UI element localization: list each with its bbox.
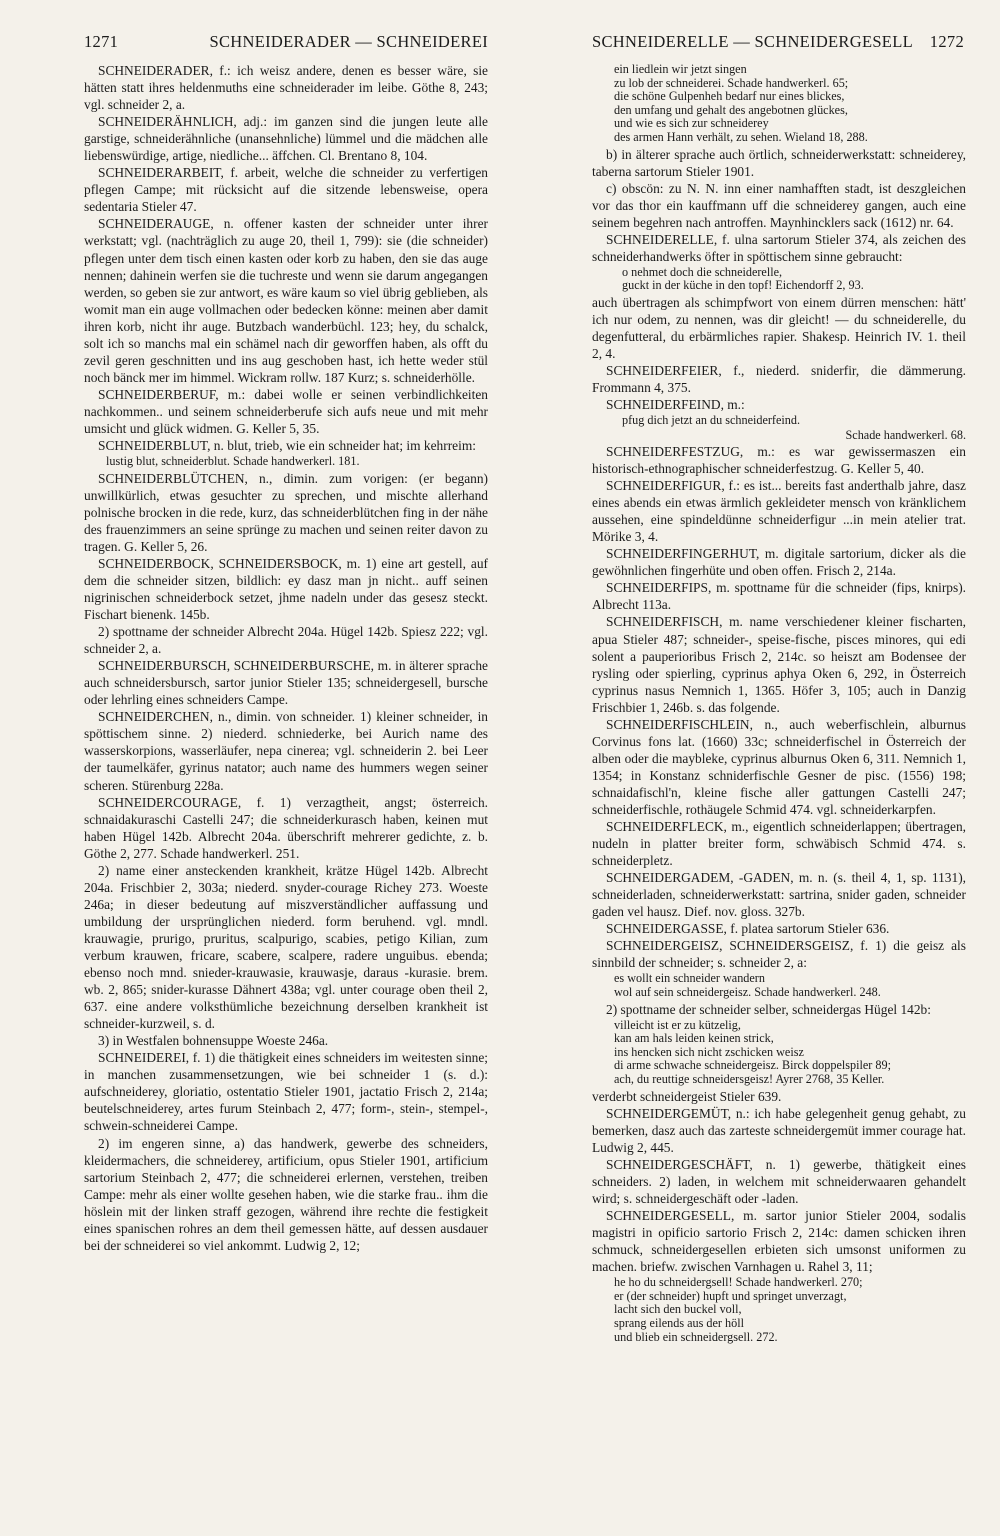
entry: SCHNEIDERCOURAGE, f. 1) verzagtheit, angst; österreich. schnaidakuraschi Castelli 247; die schneiderkurasch haben, keinen mut haben Hügel 142b. Albrecht 204a. überschrift mehrerer gedichte, z. b. Göthe 2, 277. Schade handwerkerl. 251. <box>84 794 488 861</box>
entry: SCHNEIDERBURSCH, SCHNEIDERBURSCHE, m. in älterer sprache auch schneidersbursch, sartor junior Stieler 135; schneidergesell, bursche oder lehrling eines schneiders Campe. <box>84 658 488 708</box>
entry: SCHNEIDERGASSE, f. platea sartorum Stieler 636. <box>606 921 890 937</box>
entry: SCHNEIDERGESELL, m. sartor junior Stieler 2004, sodalis magistri in opificio sartorio Frisch 2, 214c: damen schicken ihren schmuck, schneidergesellen erbieten sich umsonst uniformen zu machen. briefw. zwischen Varnhagen u. Rahel 3, 11; <box>592 1207 966 1275</box>
entry: SCHNEIDERAUGE, n. offener kasten der schneider unter ihrer werkstatt; vgl. (nachträglich zu auge 20, theil 1, 799): sie (die schneider) pflegen unter dem tisch einen kasten oder korb zu haben, den sie das auge nennen; dahinein werfen sie die tuchreste und wenn sie darum angegangen werden, so geben sie zur antwort, es wäre kaum so viel übrig geblieben, als womit man ein auge vollmachen oder bedecken könne: meinen aber damit ihren korb, nicht ihr auge. Butzbach wanderbüchl. 123; hey, du schalck, solt ich so manchs mal ein schämel nach dir geworffen haben, als offt du zevil geren geschnitten und ins aug geschoben hast, ich hette weder stül noch bänck mer im himmel. Wickram rollw. 187 Kurz; s. schneiderhölle. <box>84 216 488 385</box>
verse-line: sprang eilends aus der höll <box>614 1315 744 1330</box>
verse-line: villeicht ist er zu kützelig, <box>614 1017 741 1032</box>
verse-line: und wie es sich zur schneiderey <box>614 116 769 131</box>
entry: auch übertragen als schimpfwort von einem dürren menschen: hätt' ich nur odem, zu nennen, was dir gleicht! — du schneiderelle, du degenfutteral, du erbärmliches rapier. Shakesp. Heinrich IV. 1. theil 2, 4. <box>592 295 966 362</box>
verse-line: wol auf sein schneidergeisz. Schade handwerkerl. 248. <box>614 985 881 1000</box>
verse-line: ach, du reuttige schneidersgeisz! Ayrer 2768, 35 Keller. <box>614 1072 885 1087</box>
entry: verderbt schneidergeist Stieler 639. <box>592 1088 782 1104</box>
entry: SCHNEIDERADER, f.: ich weisz andere, denen es besser wäre, sie hätten statt ihres heldenmuths eine schneiderader im leibe. Göthe 8, 243; vgl. schneider 2, a. <box>84 63 488 113</box>
verse-line: ein liedlein wir jetzt singen <box>614 62 747 76</box>
verse-line: o nehmet doch die schneiderelle, <box>622 264 783 279</box>
entry: 2) im engeren sinne, a) das handwerk, gewerbe des schneiders, kleidermachers, die schneiderey, artificium, opus Stieler 1901, artificium sartorium Steinbach 2, 477; die schneiderei erlernen, verstehen, treiben Campe: mehr als einer wollte gesehen haben, wie die starke frau.. ihm die höslein mit der linken straff gezogen, während ihre rechte die festigkeit eines spanischen rohres an dem theil gemessen hätte, auf dessen ausdauer bei der schneiderei so viel ankommt. Ludwig 2, 12; <box>84 1135 488 1253</box>
verse-line: des armen Hann verhält, zu sehen. Wieland 18, 288. <box>614 129 868 144</box>
verse-line: pfug dich jetzt an du schneiderfeind. <box>622 413 801 428</box>
verse-quote <box>614 63 966 145</box>
verse-quote: lustig blut, schneiderblut. Schade handwerkerl. 181. <box>106 454 360 469</box>
entry: SCHNEIDERFLECK, m., eigentlich schneiderlappen; übertragen, nudeln in platter breiter form, schwäbisch Schmid 474. s. schneiderpletz. <box>592 819 966 869</box>
left-column <box>84 62 488 1254</box>
entry: SCHNEIDERFESTZUG, m.: es war gewissermaszen ein historisch-ethnographischer schneiderfestzug. G. Keller 5, 40. <box>592 444 966 477</box>
right-page-number: 1272 <box>929 32 964 51</box>
verse-source: Schade handwerkerl. 68. <box>845 428 966 442</box>
entry: SCHNEIDERARBEIT, f. arbeit, welche die schneider zu verfertigen pflegen Campe; mit rücksicht auf die sitzende lebensweise, opera sedentaria Stieler 47. <box>84 165 488 215</box>
verse-line: guckt in der küche in den topf! Eichendorff 2, 93. <box>622 278 864 293</box>
verse-line: es wollt ein schneider wandern <box>614 971 765 986</box>
verse-line: he ho du schneidergsell! Schade handwerkerl. 270; <box>614 1275 863 1290</box>
entry: 2) name einer ansteckenden krankheit, krätze Hügel 142b. Albrecht 204a. Frischbier 2, 303a; niederd. snyder-courage Richey 273. Woeste 246a; in dieser bedeutung auf miszverständlicher auffassung und umbildung der ursprünglichen niederd. form beruhend. vgl. mndl. krauwagie, prurigo, pruritus, scalpurigo, scabies, petigo Kilian, zum verbum krauwen, fricare, scabere, scalpere, radere unguibus. ebenda; ebenso noch mnd. snieder-krauwasie, krauwasje, daraus -kurasie. brem. wb. 2, 865; snider-kurasse Dähnert 438a; vgl. unter courage oben theil 2, 637. eine andere volksthümliche bezeichnung derselben krankheit ist schneider-kurzweil, s. d. <box>84 862 488 1032</box>
entry: 2) spottname der schneider Albrecht 204a. Hügel 142b. Spiesz 222; vgl. schneider 2, a. <box>84 624 488 657</box>
entry: SCHNEIDERFEIER, f., niederd. sniderfir, die dämmerung. Frommann 4, 375. <box>592 363 966 396</box>
entry: b) in älterer sprache auch örtlich, schneiderwerkstatt: schneiderey, taberna sartorum Stieler 1901. <box>592 146 966 179</box>
verse-line: er (der schneider) hupft und springet unverzagt, <box>614 1288 847 1303</box>
verse-line: die schöne Gulpenheh bedarf nur eines blickes, <box>614 89 845 104</box>
entry: SCHNEIDERGADEM, -GADEN, m. n. (s. theil 4, 1, sp. 1131), schneiderladen, schneiderwerkstatt: sartrina, snider gaden, schneider gaden vel hausz. Dief. nov. gloss. 327b. <box>592 870 966 920</box>
entry: c) obscön: zu N. N. inn einer namhafften stadt, ist deszgleichen vor das thor ein kauffmann uff die schneiderey gangen, auch eine seinem begehren nach antroffen. Maynhincklers sack (1612) nr. 64. <box>592 180 966 230</box>
entry: SCHNEIDERÄHNLICH, adj.: im ganzen sind die jungen leute alle garstige, schneiderähnliche (unansehnliche) lümmel und die mädchen alle liebenswürdige, artige, niedliche... äffchen. Cl. Brentano 8, 104. <box>84 114 488 164</box>
verse-line: zu lob der schneiderei. Schade handwerkerl. 65; <box>614 75 849 90</box>
entry: SCHNEIDERFISCH, m. name verschiedener kleiner fischarten, apua Stieler 487; schneider-, speise-fische, pisces minores, qui edi solent a pauperioribus Frisch 2, 214c. so heiszt am Bodensee der rysling oder spierling, cyprinus aphya Oken 6, 292, in Österreich cyprinus nasus Nemnich 1, 1365. Höfer 3, 105; auch in Danzig Frischbier 1, 246b. s. das folgende. <box>592 614 966 715</box>
entry: SCHNEIDERCHEN, n., dimin. von schneider. 1) kleiner schneider, in spöttischem sinne. 2) niederd. schniederke, bei Aurich name des wasserskorpions, wasserläufer, nepa cinerea; vgl. schneiderin 2. bei Leer der taumelkäfer, gyrinus natator; auch name des hummers wegen seiner scheren. Stürenburg 228a. <box>84 709 488 793</box>
left-page-header <box>84 32 488 56</box>
verse-line: und blieb ein schneidergsell. 272. <box>614 1329 778 1344</box>
verse-line: den umfang und gehalt des angebotnen glückes, <box>614 102 848 117</box>
verse-line: lacht sich den buckel voll, <box>614 1302 742 1317</box>
entry: SCHNEIDERFIPS, m. spottname für die schneider (fips, knirps). Albrecht 113a. <box>592 580 966 613</box>
entry: SCHNEIDERBLUT, n. blut, trieb, wie ein schneider hat; im kehrreim: <box>98 438 476 454</box>
entry: SCHNEIDERFEIND, m.: <box>606 397 745 413</box>
left-running-title: SCHNEIDERADER — SCHNEIDEREI <box>209 32 488 51</box>
right-page-header <box>592 32 964 56</box>
verse-line: kan am hals leiden keinen strick, <box>614 1031 774 1046</box>
verse-line: ins hencken sich nicht zschicken weisz <box>614 1044 804 1059</box>
verse-quote <box>614 1019 966 1087</box>
entry: SCHNEIDERFINGERHUT, m. digitale sartorium, dicker als die gewöhnlichen fingerhüte und oben offen. Frisch 2, 214a. <box>592 546 966 579</box>
verse-quote <box>614 972 966 999</box>
entry: SCHNEIDEREI, f. 1) die thätigkeit eines schneiders im weitesten sinne; in manchen zusammensetzungen, wie bei schneider 1 (s. d.): aufschneiderey, gloriatio, ostentatio Stieler 1901, jactatio Frisch 2, 214a; beutelschneiderey, artes furum Steinbach 2, 477; form-, stein-, stempel-, schwein-schneiderei Campe. <box>84 1050 488 1134</box>
entry: SCHNEIDERBOCK, SCHNEIDERSBOCK, m. 1) eine art gestell, auf dem die schneider sitzen, bildlich: ey dasz man jn nicht.. auff seinen nigrinischen schneiderbock setzet, jhme nadeln under das gesesz steckt. Fischart bienenk. 145b. <box>84 555 488 623</box>
entry: SCHNEIDERBERUF, m.: dabei wolle er seinen verbindlichkeiten nachkommen.. und seinem schneiderberufe sich aufs neue und mit mehr umsicht und glück widmen. G. Keller 5, 35. <box>84 386 488 436</box>
entry: SCHNEIDERFIGUR, f.: es ist... bereits fast anderthalb jahre, dasz eines abends ein etwas ärmlich gekleideter mensch von kränklichem aussehen, eine spindeldünne schneiderfigur ...in mein atelier trat. Mörike 3, 4. <box>592 478 966 545</box>
right-running-title: SCHNEIDERELLE — SCHNEIDERGESELL <box>592 32 913 51</box>
entry: SCHNEIDERGEISZ, SCHNEIDERSGEISZ, f. 1) die geisz als sinnbild der schneider; s. schneider 2, a: <box>592 938 966 971</box>
entry: 3) in Westfalen bohnensuppe Woeste 246a. <box>98 1033 329 1049</box>
entry: 2) spottname der schneider selber, schneidergas Hügel 142b: <box>606 1001 931 1017</box>
entry: SCHNEIDERGEMÜT, n.: ich habe gelegenheit genug gehabt, zu bemerken, dasz auch das zarteste schneidergemüt immer courage hat. Ludwig 2, 445. <box>592 1105 966 1155</box>
entry: SCHNEIDERFISCHLEIN, n., auch weberfischlein, alburnus Corvinus fons lat. (1660) 33c; schneiderfischel in Österreich der alben oder die mayblеke, cyprinus alburnus Oken 6, 311. Nemnich 1, 1354; in Konstanz schniderfischle Gesner de pisc. (1556) 198; schnaidafischl'n, kleine fische aller gattungen Castelli 247; schneiderfischle, rothäugele Schmid 474. vgl. schneiderkarpfen. <box>592 716 966 817</box>
verse-quote <box>614 1276 966 1344</box>
entry: SCHNEIDERGESCHÄFT, n. 1) gewerbe, thätigkeit eines schneiders. 2) laden, in welchem mit schneiderwaaren gehandelt wird; s. schneidergeschäft oder -laden. <box>592 1156 966 1206</box>
entry: SCHNEIDERELLE, f. ulna sartorum Stieler 374, als zeichen des schneiderhandwerks öfter in spöttischem sinne gebraucht: <box>592 231 966 264</box>
verse-line: di arme schwache schneidergeisz. Birck doppelspiler 89; <box>614 1058 891 1073</box>
right-column <box>592 62 966 1345</box>
entry: SCHNEIDERBLÜTCHEN, n., dimin. zum vorigen: (er begann) unwillkürlich, etwas gesuchter zu sprechen, und mischte allerhand polnische brocken in die rede, kurz, das schneiderblütchen fing in der nähe des frauenzimmers an seine sprünge zu machen und seinen reiter davon zu tragen. G. Keller 5, 26. <box>84 470 488 554</box>
verse-quote <box>622 414 966 442</box>
verse-quote <box>622 266 966 293</box>
left-page-number: 1271 <box>84 32 119 51</box>
